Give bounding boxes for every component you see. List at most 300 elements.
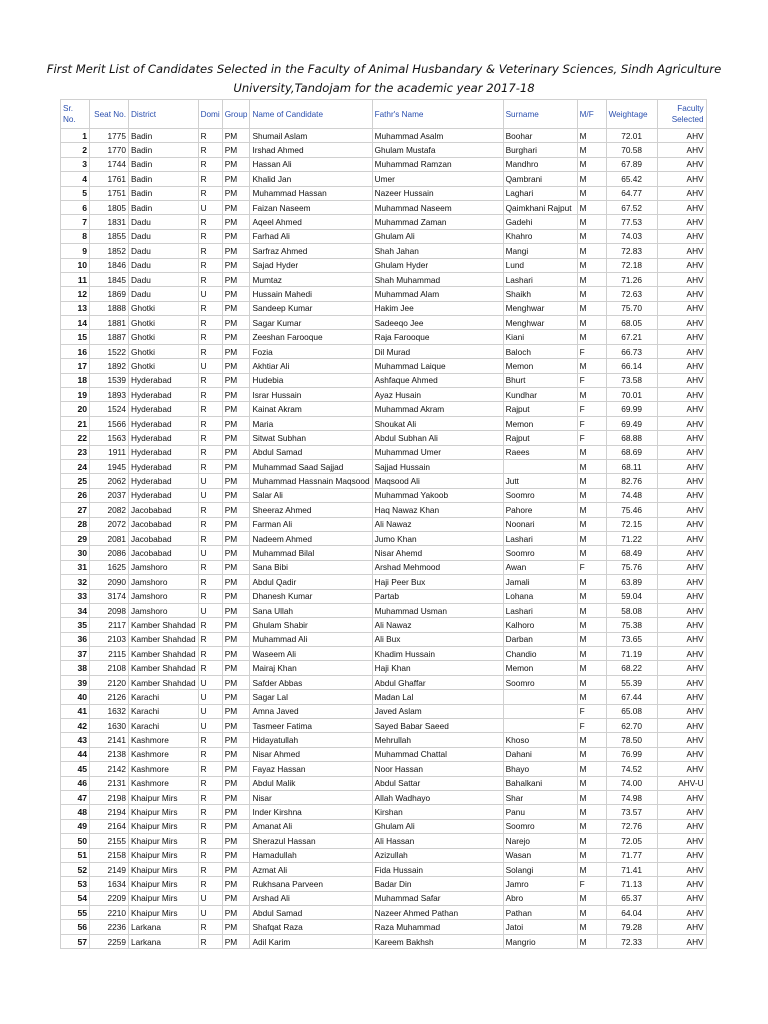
surname-cell: Narejo: [503, 834, 577, 848]
domicile-cell: U: [198, 603, 222, 617]
weightage-cell: 75.76: [606, 560, 657, 574]
candidate-name-cell: Amna Javed: [250, 704, 372, 718]
candidate-name-cell: Amanat Ali: [250, 819, 372, 833]
domicile-cell: R: [198, 229, 222, 243]
gender-cell: M: [577, 733, 606, 747]
table-row: [61, 272, 707, 286]
candidate-name-cell: Hamadullah: [250, 848, 372, 862]
candidate-name-cell: Muhammad Bilal: [250, 546, 372, 560]
father-name-cell: Nazeer Ahmed Pathan: [372, 906, 503, 920]
seat-no-cell: 1893: [90, 388, 129, 402]
group-cell: PM: [222, 474, 250, 488]
gender-cell: F: [577, 431, 606, 445]
father-name-cell: Fida Hussain: [372, 862, 503, 876]
father-name-cell: Raja Farooque: [372, 330, 503, 344]
faculty-cell: AHV: [657, 431, 706, 445]
table-row: [61, 776, 707, 790]
father-name-cell: Nazeer Hussain: [372, 186, 503, 200]
sr-no-cell: 36: [61, 632, 90, 646]
group-cell: PM: [222, 733, 250, 747]
faculty-cell: AHV: [657, 200, 706, 214]
faculty-cell: AHV: [657, 589, 706, 603]
faculty-cell: AHV: [657, 531, 706, 545]
sr-no-cell: 22: [61, 431, 90, 445]
surname-cell: Mandhro: [503, 157, 577, 171]
district-cell: Karachi: [129, 690, 199, 704]
faculty-cell: AHV: [657, 258, 706, 272]
candidate-name-cell: Sandeep Kumar: [250, 301, 372, 315]
father-name-cell: Muhammad Zaman: [372, 215, 503, 229]
domicile-cell: R: [198, 920, 222, 934]
group-cell: PM: [222, 373, 250, 387]
faculty-cell: AHV: [657, 862, 706, 876]
domicile-cell: R: [198, 747, 222, 761]
father-name-cell: Shoukat Ali: [372, 416, 503, 430]
sr-no-cell: 31: [61, 560, 90, 574]
domicile-cell: R: [198, 172, 222, 186]
surname-cell: Lashari: [503, 603, 577, 617]
district-cell: Larkana: [129, 920, 199, 934]
faculty-cell: AHV: [657, 172, 706, 186]
group-cell: PM: [222, 575, 250, 589]
group-cell: PM: [222, 661, 250, 675]
surname-cell: Bhayo: [503, 762, 577, 776]
faculty-cell: AHV: [657, 934, 706, 948]
surname-cell: Jamali: [503, 575, 577, 589]
district-cell: Khaipur Mirs: [129, 848, 199, 862]
gender-cell: M: [577, 172, 606, 186]
candidate-name-cell: Abdul Samad: [250, 445, 372, 459]
domicile-cell: R: [198, 316, 222, 330]
candidate-name-cell: Adil Karim: [250, 934, 372, 948]
faculty-cell: AHV: [657, 129, 706, 143]
surname-cell: Memon: [503, 359, 577, 373]
group-cell: PM: [222, 244, 250, 258]
table-row: [61, 373, 707, 387]
faculty-cell: AHV: [657, 244, 706, 258]
gender-cell: M: [577, 632, 606, 646]
candidate-name-cell: Waseem Ali: [250, 647, 372, 661]
table-row: [61, 690, 707, 704]
sr-no-cell: 33: [61, 589, 90, 603]
page-title: First Merit List of Candidates Selected in the Faculty of Animal Husbandary & Veterinary Sciences, Sindh Agriculture University,Tandojam for the academic year 2017-18: [46, 62, 722, 95]
faculty-cell: AHV: [657, 790, 706, 804]
group-cell: PM: [222, 906, 250, 920]
gender-cell: M: [577, 661, 606, 675]
seat-no-cell: 2072: [90, 517, 129, 531]
group-cell: PM: [222, 690, 250, 704]
domicile-cell: R: [198, 388, 222, 402]
table-row: [61, 129, 707, 143]
weightage-cell: 74.98: [606, 790, 657, 804]
candidate-name-cell: Muhammad Ali: [250, 632, 372, 646]
gender-cell: M: [577, 603, 606, 617]
sr-no-cell: 42: [61, 719, 90, 733]
father-name-cell: Ghulam Hyder: [372, 258, 503, 272]
faculty-cell: AHV: [657, 215, 706, 229]
surname-cell: Jutt: [503, 474, 577, 488]
weightage-cell: 73.57: [606, 805, 657, 819]
domicile-cell: U: [198, 488, 222, 502]
sr-no-cell: 28: [61, 517, 90, 531]
domicile-cell: R: [198, 431, 222, 445]
table-row: [61, 459, 707, 473]
district-cell: Jamshoro: [129, 560, 199, 574]
surname-cell: Rajput: [503, 431, 577, 445]
table-row: [61, 316, 707, 330]
header-candidate-name: Name of Candidate: [250, 100, 372, 129]
district-cell: Kamber Shahdad: [129, 632, 199, 646]
seat-no-cell: 1770: [90, 143, 129, 157]
faculty-cell: AHV: [657, 661, 706, 675]
gender-cell: M: [577, 647, 606, 661]
group-cell: PM: [222, 762, 250, 776]
surname-cell: Kiani: [503, 330, 577, 344]
domicile-cell: R: [198, 503, 222, 517]
weightage-cell: 72.83: [606, 244, 657, 258]
domicile-cell: R: [198, 143, 222, 157]
gender-cell: M: [577, 474, 606, 488]
merit-list-table: [60, 99, 707, 949]
gender-cell: M: [577, 258, 606, 272]
group-cell: PM: [222, 862, 250, 876]
table-row: [61, 488, 707, 502]
district-cell: Hyderabad: [129, 474, 199, 488]
gender-cell: M: [577, 388, 606, 402]
district-cell: Ghotki: [129, 359, 199, 373]
table-row: [61, 647, 707, 661]
group-cell: PM: [222, 719, 250, 733]
seat-no-cell: 1539: [90, 373, 129, 387]
header-weightage: Weightage: [606, 100, 657, 129]
father-name-cell: Arshad Mehmood: [372, 560, 503, 574]
domicile-cell: R: [198, 373, 222, 387]
district-cell: Khaipur Mirs: [129, 862, 199, 876]
gender-cell: M: [577, 129, 606, 143]
table-row: [61, 301, 707, 315]
candidate-name-cell: Aqeel Ahmed: [250, 215, 372, 229]
sr-no-cell: 2: [61, 143, 90, 157]
candidate-name-cell: Hussain Mahedi: [250, 287, 372, 301]
group-cell: PM: [222, 488, 250, 502]
father-name-cell: Partab: [372, 589, 503, 603]
district-cell: Karachi: [129, 704, 199, 718]
seat-no-cell: 2158: [90, 848, 129, 862]
faculty-cell: AHV: [657, 575, 706, 589]
table-row: [61, 589, 707, 603]
father-name-cell: Madan Lal: [372, 690, 503, 704]
weightage-cell: 73.65: [606, 632, 657, 646]
header-district: District: [129, 100, 199, 129]
father-name-cell: Sayed Babar Saeed: [372, 719, 503, 733]
domicile-cell: R: [198, 157, 222, 171]
seat-no-cell: 2131: [90, 776, 129, 790]
surname-cell: Lohana: [503, 589, 577, 603]
weightage-cell: 76.99: [606, 747, 657, 761]
gender-cell: M: [577, 790, 606, 804]
district-cell: Khaipur Mirs: [129, 790, 199, 804]
father-name-cell: Ayaz Husain: [372, 388, 503, 402]
seat-no-cell: 2086: [90, 546, 129, 560]
weightage-cell: 72.01: [606, 129, 657, 143]
father-name-cell: Jumo Khan: [372, 531, 503, 545]
table-row: [61, 330, 707, 344]
district-cell: Badin: [129, 129, 199, 143]
father-name-cell: Kareem Bakhsh: [372, 934, 503, 948]
father-name-cell: Noor Hassan: [372, 762, 503, 776]
surname-cell: Solangi: [503, 862, 577, 876]
seat-no-cell: 1881: [90, 316, 129, 330]
gender-cell: M: [577, 157, 606, 171]
sr-no-cell: 54: [61, 891, 90, 905]
gender-cell: M: [577, 503, 606, 517]
surname-cell: Rajput: [503, 402, 577, 416]
faculty-cell: AHV: [657, 647, 706, 661]
weightage-cell: 67.52: [606, 200, 657, 214]
weightage-cell: 71.19: [606, 647, 657, 661]
gender-cell: M: [577, 445, 606, 459]
gender-cell: M: [577, 244, 606, 258]
weightage-cell: 78.50: [606, 733, 657, 747]
surname-cell: Wasan: [503, 848, 577, 862]
district-cell: Ghotki: [129, 301, 199, 315]
surname-cell: [503, 459, 577, 473]
seat-no-cell: 1524: [90, 402, 129, 416]
table-row: [61, 934, 707, 948]
candidate-name-cell: Faizan Naseem: [250, 200, 372, 214]
gender-cell: F: [577, 719, 606, 733]
surname-cell: Pahore: [503, 503, 577, 517]
father-name-cell: Khadim Hussain: [372, 647, 503, 661]
table-row: [61, 790, 707, 804]
seat-no-cell: 2141: [90, 733, 129, 747]
surname-cell: Memon: [503, 416, 577, 430]
group-cell: PM: [222, 200, 250, 214]
district-cell: Kashmore: [129, 747, 199, 761]
candidate-name-cell: Nisar Ahmed: [250, 747, 372, 761]
group-cell: PM: [222, 301, 250, 315]
gender-cell: M: [577, 200, 606, 214]
district-cell: Kamber Shahdad: [129, 647, 199, 661]
sr-no-cell: 20: [61, 402, 90, 416]
group-cell: PM: [222, 431, 250, 445]
table-row: [61, 747, 707, 761]
domicile-cell: R: [198, 934, 222, 948]
weightage-cell: 75.46: [606, 503, 657, 517]
domicile-cell: R: [198, 402, 222, 416]
district-cell: Hyderabad: [129, 445, 199, 459]
sr-no-cell: 37: [61, 647, 90, 661]
seat-no-cell: 1744: [90, 157, 129, 171]
gender-cell: M: [577, 186, 606, 200]
sr-no-cell: 10: [61, 258, 90, 272]
table-row: [61, 719, 707, 733]
group-cell: PM: [222, 143, 250, 157]
sr-no-cell: 27: [61, 503, 90, 517]
father-name-cell: Muhammad Asalm: [372, 129, 503, 143]
seat-no-cell: 2236: [90, 920, 129, 934]
gender-cell: M: [577, 934, 606, 948]
surname-cell: Soomro: [503, 546, 577, 560]
district-cell: Hyderabad: [129, 488, 199, 502]
faculty-cell: AHV: [657, 546, 706, 560]
faculty-cell: AHV: [657, 805, 706, 819]
district-cell: Dadu: [129, 244, 199, 258]
sr-no-cell: 40: [61, 690, 90, 704]
weightage-cell: 64.77: [606, 186, 657, 200]
faculty-cell: AHV: [657, 704, 706, 718]
gender-cell: M: [577, 862, 606, 876]
faculty-cell: AHV: [657, 560, 706, 574]
district-cell: Jacobabad: [129, 546, 199, 560]
weightage-cell: 66.14: [606, 359, 657, 373]
domicile-cell: U: [198, 690, 222, 704]
table-row: [61, 215, 707, 229]
faculty-cell: AHV: [657, 675, 706, 689]
weightage-cell: 68.22: [606, 661, 657, 675]
table-row: [61, 431, 707, 445]
table-row: [61, 388, 707, 402]
surname-cell: Baloch: [503, 344, 577, 358]
candidate-name-cell: Sarfraz Ahmed: [250, 244, 372, 258]
sr-no-cell: 55: [61, 906, 90, 920]
domicile-cell: R: [198, 877, 222, 891]
father-name-cell: Javed Aslam: [372, 704, 503, 718]
father-name-cell: Haq Nawaz Khan: [372, 503, 503, 517]
district-cell: Larkana: [129, 934, 199, 948]
seat-no-cell: 2138: [90, 747, 129, 761]
father-name-cell: Sajjad Hussain: [372, 459, 503, 473]
domicile-cell: R: [198, 834, 222, 848]
father-name-cell: Hakim Jee: [372, 301, 503, 315]
seat-no-cell: 2090: [90, 575, 129, 589]
gender-cell: M: [577, 805, 606, 819]
seat-no-cell: 1846: [90, 258, 129, 272]
surname-cell: [503, 690, 577, 704]
table-row: [61, 560, 707, 574]
surname-cell: Qaimkhani Rajput: [503, 200, 577, 214]
header-surname: Surname: [503, 100, 577, 129]
surname-cell: Menghwar: [503, 316, 577, 330]
table-row: [61, 920, 707, 934]
district-cell: Dadu: [129, 215, 199, 229]
weightage-cell: 73.58: [606, 373, 657, 387]
weightage-cell: 70.58: [606, 143, 657, 157]
sr-no-cell: 25: [61, 474, 90, 488]
weightage-cell: 74.52: [606, 762, 657, 776]
father-name-cell: Kirshan: [372, 805, 503, 819]
district-cell: Jamshoro: [129, 589, 199, 603]
sr-no-cell: 35: [61, 618, 90, 632]
weightage-cell: 72.33: [606, 934, 657, 948]
weightage-cell: 72.15: [606, 517, 657, 531]
candidate-name-cell: Azmat Ali: [250, 862, 372, 876]
gender-cell: M: [577, 330, 606, 344]
sr-no-cell: 5: [61, 186, 90, 200]
seat-no-cell: 1911: [90, 445, 129, 459]
group-cell: PM: [222, 215, 250, 229]
surname-cell: Dahani: [503, 747, 577, 761]
father-name-cell: Muhammad Ramzan: [372, 157, 503, 171]
domicile-cell: U: [198, 287, 222, 301]
faculty-cell: AHV: [657, 920, 706, 934]
faculty-cell: AHV: [657, 690, 706, 704]
father-name-cell: Shah Muhammad: [372, 272, 503, 286]
faculty-cell: AHV: [657, 459, 706, 473]
surname-cell: Jatoi: [503, 920, 577, 934]
domicile-cell: R: [198, 618, 222, 632]
candidate-name-cell: Mumtaz: [250, 272, 372, 286]
group-cell: PM: [222, 618, 250, 632]
table-row: [61, 762, 707, 776]
seat-no-cell: 2120: [90, 675, 129, 689]
surname-cell: Raees: [503, 445, 577, 459]
district-cell: Hyderabad: [129, 416, 199, 430]
gender-cell: F: [577, 344, 606, 358]
faculty-cell: AHV: [657, 848, 706, 862]
weightage-cell: 67.89: [606, 157, 657, 171]
table-row: [61, 531, 707, 545]
sr-no-cell: 56: [61, 920, 90, 934]
faculty-cell: AHV: [657, 906, 706, 920]
district-cell: Dadu: [129, 272, 199, 286]
faculty-cell: AHV: [657, 603, 706, 617]
group-cell: PM: [222, 589, 250, 603]
district-cell: Hyderabad: [129, 373, 199, 387]
sr-no-cell: 13: [61, 301, 90, 315]
group-cell: PM: [222, 445, 250, 459]
weightage-cell: 62.70: [606, 719, 657, 733]
sr-no-cell: 46: [61, 776, 90, 790]
seat-no-cell: 2210: [90, 906, 129, 920]
district-cell: Hyderabad: [129, 431, 199, 445]
candidate-name-cell: Hassan Ali: [250, 157, 372, 171]
weightage-cell: 75.38: [606, 618, 657, 632]
group-cell: PM: [222, 172, 250, 186]
gender-cell: M: [577, 819, 606, 833]
domicile-cell: R: [198, 560, 222, 574]
header-father-name: Fathr's Name: [372, 100, 503, 129]
surname-cell: Memon: [503, 661, 577, 675]
district-cell: Khaipur Mirs: [129, 805, 199, 819]
sr-no-cell: 45: [61, 762, 90, 776]
district-cell: Badin: [129, 157, 199, 171]
seat-no-cell: 1751: [90, 186, 129, 200]
domicile-cell: R: [198, 416, 222, 430]
weightage-cell: 67.21: [606, 330, 657, 344]
faculty-cell: AHV: [657, 330, 706, 344]
surname-cell: Soomro: [503, 488, 577, 502]
district-cell: Badin: [129, 186, 199, 200]
faculty-cell: AHV: [657, 891, 706, 905]
surname-cell: Darban: [503, 632, 577, 646]
district-cell: Dadu: [129, 287, 199, 301]
table-row: [61, 906, 707, 920]
father-name-cell: Ashfaque Ahmed: [372, 373, 503, 387]
seat-no-cell: 1630: [90, 719, 129, 733]
candidate-name-cell: Salar Ali: [250, 488, 372, 502]
faculty-cell: AHV: [657, 287, 706, 301]
seat-no-cell: 2142: [90, 762, 129, 776]
weightage-cell: 82.76: [606, 474, 657, 488]
group-cell: PM: [222, 459, 250, 473]
table-row: [61, 618, 707, 632]
table-row: [61, 359, 707, 373]
table-row: [61, 186, 707, 200]
surname-cell: Noonari: [503, 517, 577, 531]
faculty-cell: AHV: [657, 834, 706, 848]
group-cell: PM: [222, 402, 250, 416]
